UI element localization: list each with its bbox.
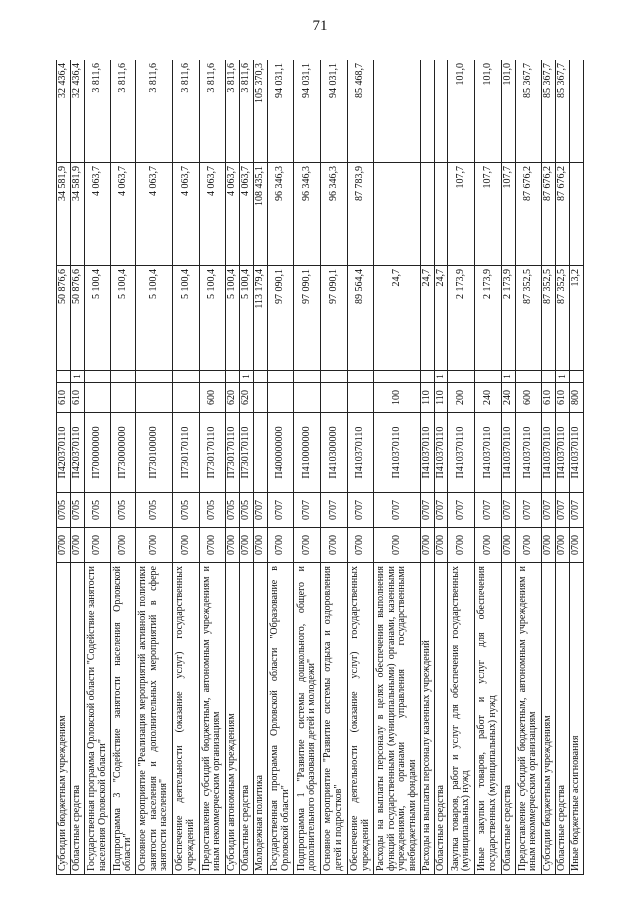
amount-year-2-cell: 34 581,9 — [70, 163, 84, 266]
source-mark-cell: 1 — [501, 371, 515, 383]
row-name-cell: Субсидии автономным учреждениям — [226, 563, 240, 875]
expense-type-cell — [321, 383, 348, 413]
amount-year-1-cell: 13,2 — [569, 266, 583, 371]
amount-year-1-cell: 5 100,4 — [240, 266, 254, 371]
row-name-cell: Иные закупки товаров, работ и услуг для обеспечения государственных (муниципальных) нужд — [475, 563, 502, 875]
amount-year-1-cell: 5 100,4 — [84, 266, 111, 371]
amount-year-1-cell: 24,7 — [374, 266, 420, 371]
expense-type-cell — [347, 383, 374, 413]
amount-year-3-cell: 85 367,7 — [542, 60, 556, 163]
target-article-cell: П410370110 — [448, 413, 475, 493]
amount-year-3-cell: 94 031,1 — [321, 60, 348, 163]
source-mark-cell — [111, 371, 136, 383]
subsection-code-cell: 0707 — [556, 493, 570, 528]
subsection-code-cell: 0705 — [70, 493, 84, 528]
subsection-code-cell: 0707 — [434, 493, 448, 528]
section-code-cell: 0700 — [475, 528, 502, 563]
row-name-cell: Областные средства — [434, 563, 448, 875]
source-mark-cell — [57, 371, 71, 383]
target-article-cell: П410370110 — [420, 413, 434, 493]
page-number: 71 — [312, 18, 328, 34]
table-row — [515, 60, 542, 875]
source-mark-cell — [172, 371, 199, 383]
target-article-cell: П410370110 — [556, 413, 570, 493]
table-row — [267, 60, 294, 875]
amount-year-2-cell: 108 435,1 — [253, 163, 267, 266]
row-name-cell: Подпрограмма 1 "Развитие системы дошкольного, общего и дополнительного образования детей и молодежи" — [294, 563, 321, 875]
amount-year-2-cell: 87 676,2 — [515, 163, 542, 266]
expense-type-cell: 610 — [57, 383, 71, 413]
amount-year-2-cell — [434, 163, 448, 266]
source-mark-cell — [475, 371, 502, 383]
section-code-cell: 0700 — [321, 528, 348, 563]
rotated-page-content — [56, 60, 584, 875]
amount-year-2-cell: 4 063,7 — [84, 163, 111, 266]
subsection-code-cell: 0705 — [240, 493, 254, 528]
subsection-code-cell: 0707 — [347, 493, 374, 528]
section-code-cell: 0700 — [253, 528, 267, 563]
table-row — [57, 60, 71, 875]
amount-year-1-cell: 87 352,5 — [515, 266, 542, 371]
subsection-code-cell: 0705 — [172, 493, 199, 528]
subsection-code-cell: 0707 — [475, 493, 502, 528]
amount-year-2-cell: 87 783,9 — [347, 163, 374, 266]
table-row — [321, 60, 348, 875]
target-article-cell: П410370110 — [347, 413, 374, 493]
target-article-cell — [253, 413, 267, 493]
row-name-cell: Областные средства — [70, 563, 84, 875]
amount-year-1-cell: 87 352,5 — [556, 266, 570, 371]
budget-table — [56, 60, 584, 875]
source-mark-cell — [347, 371, 374, 383]
row-name-cell: Молодежная политика — [253, 563, 267, 875]
table-row — [172, 60, 199, 875]
amount-year-3-cell: 3 811,6 — [172, 60, 199, 163]
target-article-cell: П730000000 — [111, 413, 136, 493]
source-mark-cell — [515, 371, 542, 383]
amount-year-2-cell: 107,7 — [448, 163, 475, 266]
budget-table-area — [56, 60, 584, 875]
subsection-code-cell: 0707 — [515, 493, 542, 528]
amount-year-3-cell — [434, 60, 448, 163]
table-row — [420, 60, 434, 875]
source-mark-cell: 1 — [240, 371, 254, 383]
section-code-cell: 0700 — [111, 528, 136, 563]
section-code-cell: 0700 — [347, 528, 374, 563]
amount-year-3-cell: 85 468,7 — [347, 60, 374, 163]
amount-year-3-cell: 3 811,6 — [84, 60, 111, 163]
table-row — [374, 60, 420, 875]
source-mark-cell — [420, 371, 434, 383]
amount-year-1-cell: 5 100,4 — [172, 266, 199, 371]
row-name-cell: Субсидии бюджетным учреждениям — [57, 563, 71, 875]
section-code-cell: 0700 — [515, 528, 542, 563]
target-article-cell: П410370110 — [569, 413, 583, 493]
row-name-cell: Обеспечение деятельности (оказание услуг) государственных учреждений — [347, 563, 374, 875]
section-code-cell: 0700 — [226, 528, 240, 563]
amount-year-3-cell: 85 367,7 — [556, 60, 570, 163]
row-name-cell: Субсидии бюджетным учреждениям — [542, 563, 556, 875]
table-row — [556, 60, 570, 875]
amount-year-3-cell: 94 031,1 — [267, 60, 294, 163]
expense-type-cell: 620 — [240, 383, 254, 413]
amount-year-1-cell: 2 173,9 — [475, 266, 502, 371]
expense-type-cell — [111, 383, 136, 413]
amount-year-1-cell: 97 090,1 — [294, 266, 321, 371]
amount-year-3-cell: 32 436,4 — [57, 60, 71, 163]
section-code-cell: 0700 — [374, 528, 420, 563]
amount-year-1-cell: 5 100,4 — [226, 266, 240, 371]
amount-year-1-cell: 97 090,1 — [267, 266, 294, 371]
section-code-cell: 0700 — [172, 528, 199, 563]
source-mark-cell — [199, 371, 226, 383]
row-name-cell: Основное мероприятие "Реализация мероприятий активной политики занятости населения и дополнительных мероприятий в сфере занятости населения" — [135, 563, 172, 875]
row-name-cell: Основное мероприятие "Развитие системы отдыха и оздоровления детей и подростков" — [321, 563, 348, 875]
section-code-cell: 0700 — [84, 528, 111, 563]
table-row — [448, 60, 475, 875]
subsection-code-cell: 0707 — [569, 493, 583, 528]
amount-year-2-cell — [374, 163, 420, 266]
source-mark-cell — [253, 371, 267, 383]
amount-year-1-cell: 24,7 — [420, 266, 434, 371]
section-code-cell: 0700 — [70, 528, 84, 563]
expense-type-cell — [135, 383, 172, 413]
amount-year-1-cell: 24,7 — [434, 266, 448, 371]
source-mark-cell: 1 — [70, 371, 84, 383]
target-article-cell: П410370110 — [374, 413, 420, 493]
table-row — [199, 60, 226, 875]
table-row — [501, 60, 515, 875]
amount-year-1-cell: 5 100,4 — [111, 266, 136, 371]
section-code-cell: 0700 — [542, 528, 556, 563]
amount-year-1-cell: 5 100,4 — [135, 266, 172, 371]
amount-year-3-cell: 3 811,6 — [240, 60, 254, 163]
row-name-cell: Расходы на выплаты персоналу казенных учреждений — [420, 563, 434, 875]
amount-year-2-cell: 107,7 — [501, 163, 515, 266]
table-row — [569, 60, 583, 875]
row-name-cell: Государственная программа Орловской области "Образование в Орловской области" — [267, 563, 294, 875]
table-row — [475, 60, 502, 875]
source-mark-cell — [84, 371, 111, 383]
subsection-code-cell: 0707 — [501, 493, 515, 528]
amount-year-3-cell: 101,0 — [448, 60, 475, 163]
subsection-code-cell: 0705 — [135, 493, 172, 528]
amount-year-2-cell: 4 063,7 — [172, 163, 199, 266]
target-article-cell: П420370110 — [70, 413, 84, 493]
amount-year-1-cell: 2 173,9 — [448, 266, 475, 371]
row-name-cell: Иные бюджетные ассигнования — [569, 563, 583, 875]
amount-year-3-cell: 101,0 — [501, 60, 515, 163]
expense-type-cell: 610 — [70, 383, 84, 413]
expense-type-cell: 200 — [448, 383, 475, 413]
row-name-cell: Областные средства — [556, 563, 570, 875]
amount-year-3-cell: 3 811,6 — [226, 60, 240, 163]
expense-type-cell: 100 — [374, 383, 420, 413]
expense-type-cell: 610 — [542, 383, 556, 413]
amount-year-3-cell: 3 811,6 — [135, 60, 172, 163]
amount-year-1-cell: 113 179,4 — [253, 266, 267, 371]
source-mark-cell — [569, 371, 583, 383]
subsection-code-cell: 0707 — [374, 493, 420, 528]
subsection-code-cell: 0705 — [84, 493, 111, 528]
amount-year-2-cell: 107,7 — [475, 163, 502, 266]
row-name-cell: Областные средства — [240, 563, 254, 875]
table-row — [84, 60, 111, 875]
amount-year-2-cell: 96 346,3 — [294, 163, 321, 266]
amount-year-1-cell: 2 173,9 — [501, 266, 515, 371]
section-code-cell: 0700 — [199, 528, 226, 563]
target-article-cell: П400000000 — [267, 413, 294, 493]
table-row — [226, 60, 240, 875]
expense-type-cell — [253, 383, 267, 413]
expense-type-cell: 800 — [569, 383, 583, 413]
target-article-cell: П700000000 — [84, 413, 111, 493]
amount-year-3-cell — [374, 60, 420, 163]
target-article-cell: П410370110 — [542, 413, 556, 493]
row-name-cell: Расходы на выплаты персоналу в целях обеспечения выполнения функций государственными (муниципальными) органами, казенными учреждениями, органами управления государственными внебюджетными фондами — [374, 563, 420, 875]
amount-year-2-cell: 4 063,7 — [135, 163, 172, 266]
amount-year-2-cell: 4 063,7 — [240, 163, 254, 266]
amount-year-3-cell — [420, 60, 434, 163]
table-row — [135, 60, 172, 875]
amount-year-2-cell: 34 581,9 — [57, 163, 71, 266]
target-article-cell: П730170110 — [172, 413, 199, 493]
row-name-cell: Предоставление субсидий бюджетным, автономным учреждениям и иным некоммерческим организациям — [199, 563, 226, 875]
expense-type-cell: 240 — [501, 383, 515, 413]
section-code-cell: 0700 — [240, 528, 254, 563]
expense-type-cell — [267, 383, 294, 413]
source-mark-cell — [448, 371, 475, 383]
expense-type-cell: 600 — [199, 383, 226, 413]
amount-year-2-cell — [420, 163, 434, 266]
row-name-cell: Закупка товаров, работ и услуг для обеспечения государственных (муниципальных) нужд — [448, 563, 475, 875]
target-article-cell: П410370110 — [515, 413, 542, 493]
target-article-cell: П730170110 — [199, 413, 226, 493]
target-article-cell: П410370110 — [434, 413, 448, 493]
amount-year-1-cell: 50 876,6 — [70, 266, 84, 371]
amount-year-1-cell: 89 564,4 — [347, 266, 374, 371]
source-mark-cell — [135, 371, 172, 383]
section-code-cell: 0700 — [294, 528, 321, 563]
row-name-cell: Областные средства — [501, 563, 515, 875]
subsection-code-cell: 0707 — [448, 493, 475, 528]
amount-year-3-cell: 105 370,3 — [253, 60, 267, 163]
subsection-code-cell: 0705 — [57, 493, 71, 528]
amount-year-3-cell — [569, 60, 583, 163]
table-row — [253, 60, 267, 875]
amount-year-1-cell: 97 090,1 — [321, 266, 348, 371]
expense-type-cell — [172, 383, 199, 413]
amount-year-2-cell: 96 346,3 — [321, 163, 348, 266]
target-article-cell: П410370110 — [501, 413, 515, 493]
table-row — [240, 60, 254, 875]
section-code-cell: 0700 — [420, 528, 434, 563]
amount-year-3-cell: 32 436,4 — [70, 60, 84, 163]
source-mark-cell — [374, 371, 420, 383]
target-article-cell: П730170110 — [226, 413, 240, 493]
amount-year-1-cell: 5 100,4 — [199, 266, 226, 371]
section-code-cell: 0700 — [135, 528, 172, 563]
subsection-code-cell: 0705 — [111, 493, 136, 528]
amount-year-3-cell: 3 811,6 — [111, 60, 136, 163]
subsection-code-cell: 0707 — [420, 493, 434, 528]
target-article-cell: П730170110 — [240, 413, 254, 493]
expense-type-cell: 240 — [475, 383, 502, 413]
source-mark-cell — [267, 371, 294, 383]
amount-year-2-cell: 4 063,7 — [111, 163, 136, 266]
subsection-code-cell: 0707 — [253, 493, 267, 528]
amount-year-2-cell: 96 346,3 — [267, 163, 294, 266]
table-row — [347, 60, 374, 875]
source-mark-cell: 1 — [556, 371, 570, 383]
amount-year-2-cell: 87 676,2 — [542, 163, 556, 266]
table-row — [434, 60, 448, 875]
source-mark-cell — [321, 371, 348, 383]
amount-year-2-cell: 87 676,2 — [556, 163, 570, 266]
source-mark-cell — [226, 371, 240, 383]
table-row — [111, 60, 136, 875]
expense-type-cell: 600 — [515, 383, 542, 413]
table-row — [542, 60, 556, 875]
amount-year-3-cell: 3 811,6 — [199, 60, 226, 163]
subsection-code-cell: 0705 — [226, 493, 240, 528]
target-article-cell: П410370110 — [475, 413, 502, 493]
amount-year-1-cell: 87 352,5 — [542, 266, 556, 371]
amount-year-2-cell: 4 063,7 — [199, 163, 226, 266]
target-article-cell: П410000000 — [294, 413, 321, 493]
subsection-code-cell: 0705 — [199, 493, 226, 528]
expense-type-cell: 110 — [420, 383, 434, 413]
amount-year-3-cell: 94 031,1 — [294, 60, 321, 163]
source-mark-cell: 1 — [434, 371, 448, 383]
expense-type-cell: 610 — [556, 383, 570, 413]
amount-year-3-cell: 101,0 — [475, 60, 502, 163]
source-mark-cell — [294, 371, 321, 383]
section-code-cell: 0700 — [267, 528, 294, 563]
row-name-cell: Подпрограмма 3 "Содействие занятости населения Орловской области" — [111, 563, 136, 875]
subsection-code-cell: 0707 — [267, 493, 294, 528]
target-article-cell: П420370110 — [57, 413, 71, 493]
amount-year-2-cell: 4 063,7 — [226, 163, 240, 266]
row-name-cell: Государственная программа Орловской области "Содействие занятости населения Орловской области" — [84, 563, 111, 875]
section-code-cell: 0700 — [57, 528, 71, 563]
row-name-cell: Обеспечение деятельности (оказание услуг) государственных учреждений — [172, 563, 199, 875]
expense-type-cell: 110 — [434, 383, 448, 413]
section-code-cell: 0700 — [501, 528, 515, 563]
amount-year-3-cell: 85 367,7 — [515, 60, 542, 163]
row-name-cell: Предоставление субсидий бюджетным, автономным учреждениям и иным некоммерческим организациям — [515, 563, 542, 875]
target-article-cell: П410300000 — [321, 413, 348, 493]
section-code-cell: 0700 — [434, 528, 448, 563]
section-code-cell: 0700 — [569, 528, 583, 563]
amount-year-1-cell: 50 876,6 — [57, 266, 71, 371]
section-code-cell: 0700 — [448, 528, 475, 563]
table-row — [294, 60, 321, 875]
subsection-code-cell: 0707 — [294, 493, 321, 528]
amount-year-2-cell — [569, 163, 583, 266]
target-article-cell: П730100000 — [135, 413, 172, 493]
source-mark-cell — [542, 371, 556, 383]
subsection-code-cell: 0707 — [542, 493, 556, 528]
table-row — [70, 60, 84, 875]
subsection-code-cell: 0707 — [321, 493, 348, 528]
expense-type-cell — [294, 383, 321, 413]
section-code-cell: 0700 — [556, 528, 570, 563]
expense-type-cell — [84, 383, 111, 413]
expense-type-cell: 620 — [226, 383, 240, 413]
